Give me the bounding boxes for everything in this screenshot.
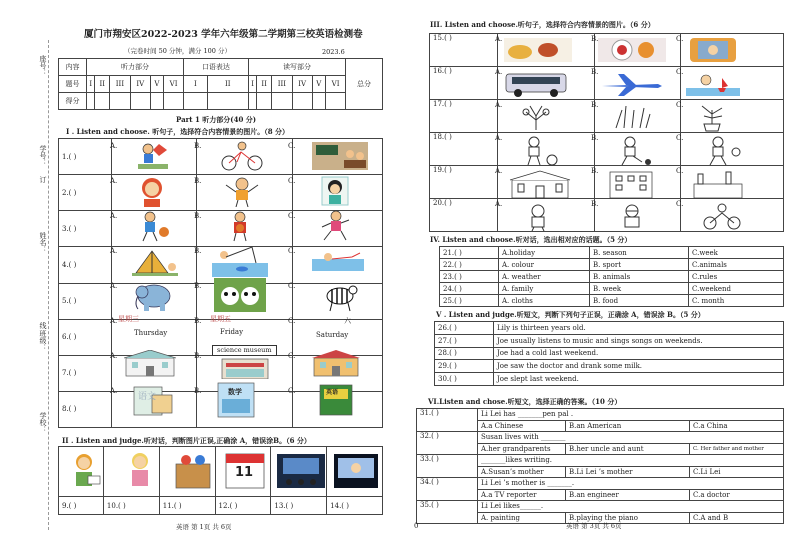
question-number[interactable]: 8.( ) [59, 391, 112, 427]
section3-heading: III. Listen and choose.听句子，选择符合内容情景的图片。（6 分） [430, 20, 655, 29]
option-b: B. [591, 68, 599, 76]
option-c: C. [288, 387, 296, 395]
question-number[interactable]: 3.( ) [59, 211, 112, 247]
kid-bubble-icon [520, 203, 564, 231]
option-c-text: C.A and B [690, 512, 784, 524]
score-table-total-label: 总分 [346, 59, 383, 110]
running-girl-icon [316, 210, 352, 242]
plant-pot-icon [692, 102, 732, 132]
option-c: C. [288, 317, 296, 325]
option-a-text: A.Susan’s mother [478, 466, 566, 478]
question-number[interactable]: 9.( ) [59, 497, 104, 515]
question-number[interactable]: 4.( ) [59, 247, 112, 283]
question-number[interactable]: 24.( ) [440, 283, 499, 295]
school-building-icon [312, 348, 360, 378]
kid-glasses-icon [610, 203, 654, 231]
margin-ding-label: 订 [39, 176, 47, 183]
question-number[interactable]: 2.( ) [59, 175, 112, 211]
right-footer: 英语 第 3页 共 6页 [566, 522, 622, 530]
option-c: C. [288, 282, 296, 290]
option-b: B. [194, 387, 202, 395]
option-a-text: A. family [499, 283, 590, 295]
question-number[interactable]: 21.( ) [440, 247, 499, 259]
score-table-score-label: 得分 [59, 93, 87, 110]
option-a: A. [110, 247, 118, 255]
option-a-text: A.a TV reporter [478, 489, 566, 501]
factory-icon [690, 170, 746, 200]
score-cell[interactable] [312, 93, 326, 110]
zebra-icon [320, 280, 360, 312]
reading-item: V [312, 76, 326, 93]
option-a: A. [110, 212, 118, 220]
reading-item: VI [326, 76, 346, 93]
option-b-text: B.playing the piano [566, 512, 690, 524]
option-b-text: B.an American [566, 420, 690, 432]
option-a: A. [495, 167, 503, 175]
question-number[interactable]: 19.( ) [430, 166, 498, 199]
camping-tent-icon [132, 245, 178, 277]
score-cell[interactable] [95, 93, 110, 110]
question-number[interactable]: 30.( ) [435, 373, 494, 386]
option-b: B. [591, 167, 599, 175]
option-c: C. [676, 134, 684, 142]
classroom-scene-icon [310, 140, 370, 172]
question-number[interactable]: 1.( ) [59, 139, 112, 175]
option-b: B. [194, 142, 202, 150]
statement-text: Joe saw the doctor and drank some milk. [494, 360, 784, 373]
option-c-text: C.weekend [689, 283, 784, 295]
right-page [400, 0, 794, 550]
question-number[interactable]: 17.( ) [430, 100, 498, 133]
tv-show-icon [332, 452, 380, 490]
option-c: C. [676, 167, 684, 175]
question-number[interactable]: 33.( ) [417, 455, 478, 478]
margin-school-label: 学校： [39, 412, 47, 433]
option-c-text: C.Li Lei [690, 466, 784, 478]
option-b: B. [194, 212, 202, 220]
option-a-text: A.a Chinese [478, 420, 566, 432]
day-en-c: Saturday [316, 331, 349, 339]
grass-icon [612, 104, 652, 130]
question-number[interactable]: 31.( ) [417, 409, 478, 432]
kid-running-ball-icon [700, 136, 744, 166]
food-plate-icon [598, 36, 666, 64]
listening-item: V [150, 76, 164, 93]
option-c-text: C.rules [689, 271, 784, 283]
question-number[interactable]: 18.( ) [430, 133, 498, 166]
option-b-text: B.Li Lei ’s mother [566, 466, 690, 478]
listening-item: IV [130, 76, 150, 93]
kid-kicking-icon [610, 136, 654, 166]
statement-text: Lily is thirteen years old. [494, 322, 784, 335]
question-stem: Li Lei likes______. [478, 501, 784, 513]
section4-heading: IV. Listen and choose.听对话，选出相对应的话题。（5 分） [430, 235, 632, 244]
boy-with-kite-icon [134, 140, 174, 172]
option-a: A. [110, 177, 118, 185]
option-a: A. [495, 35, 503, 43]
exam-title: 厦门市翔安区2022-2023 学年六年级第二学期第三校英语检测卷 [84, 29, 363, 40]
part1-title: Part 1 听力部分(40 分) [176, 115, 257, 124]
score-table-item-label: 题号 [59, 76, 87, 93]
girl-reading-icon [66, 450, 106, 492]
option-a-text: A. weather [499, 271, 590, 283]
snacks-icon [504, 36, 572, 64]
question-number[interactable]: 15.( ) [430, 34, 498, 67]
option-a-text: A.her grandparents [478, 443, 566, 455]
hospital-building-icon [124, 350, 176, 378]
option-c: C. [676, 200, 684, 208]
section2-heading: II . Listen and judge.听对话，判断图片正误,正确涂 A，错误涂B。（6 分） [62, 436, 311, 445]
question-number[interactable]: 16.( ) [430, 67, 498, 100]
margin-name-label: 姓名： [39, 232, 47, 253]
day-cn-c: 六 [344, 317, 351, 325]
score-cell[interactable] [130, 93, 150, 110]
margin-seat-label: 座号： [39, 55, 47, 76]
score-cell[interactable] [87, 93, 95, 110]
score-cell[interactable] [326, 93, 346, 110]
option-c-text: C. month [689, 295, 784, 307]
question-stem: Susan lives with _______ [478, 432, 784, 444]
margin-student-no-label: 学号： [39, 145, 47, 166]
statement-text: Joe slept last weekend. [494, 373, 784, 386]
option-c: C. [288, 177, 296, 185]
option-c: C. [288, 247, 296, 255]
question-number[interactable]: 10.( ) [103, 497, 159, 515]
option-b-text: B. week [590, 283, 689, 295]
day-cn-a: 星期三 [118, 315, 139, 323]
child-waving-icon [222, 175, 262, 207]
question-number[interactable]: 14.( ) [327, 497, 383, 515]
movie-screen-icon [275, 452, 327, 490]
reading-item: III [271, 76, 292, 93]
score-table-content-label: 内容 [59, 59, 87, 76]
option-b: B. [194, 177, 202, 185]
option-b-text: B.her uncle and aunt [566, 443, 690, 455]
listening-item: III [110, 76, 131, 93]
office-building-icon [606, 168, 656, 200]
question-number[interactable]: 32.( ) [417, 432, 478, 455]
option-b-text: B. animals [590, 271, 689, 283]
option-a: A. [110, 317, 118, 325]
score-cell[interactable] [150, 93, 164, 110]
kid-cycling-icon [700, 203, 744, 231]
statement-text: Joe usually listens to music and sings songs on weekends. [494, 334, 784, 347]
score-cell[interactable] [110, 93, 131, 110]
child-with-boat-icon [686, 70, 740, 98]
option-b: B. [591, 35, 599, 43]
day-cn-b: 星期五 [210, 315, 231, 323]
question-number[interactable]: 11.( ) [159, 497, 215, 515]
listening-item: VI [164, 76, 184, 93]
option-b: B. [194, 247, 202, 255]
library-building-icon [508, 170, 572, 200]
question-stem: Li Lei ’s mother is _______. [478, 478, 784, 490]
option-c: C. [288, 352, 296, 360]
airplane-icon [598, 70, 664, 98]
science-museum-icon [220, 355, 270, 379]
question-number[interactable]: 22.( ) [440, 259, 499, 271]
option-b: B. [194, 317, 202, 325]
option-b: B. [194, 352, 202, 360]
statement-text: Joe had a cold last weekend. [494, 347, 784, 360]
oral-item: I [183, 76, 207, 93]
option-b: B. [591, 200, 599, 208]
binding-line [48, 40, 49, 530]
question-number[interactable]: 23.( ) [440, 271, 499, 283]
math-book-label: 数学 [228, 387, 242, 396]
oral-item: II [207, 76, 248, 93]
question-number[interactable]: 27.( ) [435, 334, 494, 347]
score-table [58, 58, 383, 110]
option-c: C. [676, 101, 684, 109]
question-number[interactable]: 25.( ) [440, 295, 499, 307]
score-cell[interactable] [271, 93, 292, 110]
option-b: B. [591, 134, 599, 142]
option-a: A. [110, 282, 118, 290]
question-number[interactable]: 20.( ) [430, 199, 498, 232]
exam-subtitle: （完卷时间 50 分钟，满分 100 分） [124, 47, 231, 55]
question-number[interactable]: 7.( ) [59, 355, 112, 391]
kid-with-ball-icon [518, 136, 562, 166]
margin-xian-label: 线 [39, 322, 47, 329]
question-stem: _______likes writing. [478, 455, 784, 467]
question-number[interactable]: 6.( ) [59, 319, 112, 355]
pandas-icon [214, 278, 266, 312]
reading-item: I [248, 76, 256, 93]
option-b-text: B. sport [590, 259, 689, 271]
option-b: B. [591, 101, 599, 109]
score-cell[interactable] [248, 93, 256, 110]
margin-class-label: 班级： [39, 330, 47, 351]
girl-black-hair-icon [320, 175, 350, 207]
section4-table [439, 246, 784, 307]
option-c-text: C.a doctor [690, 489, 784, 501]
elephant-icon [132, 280, 174, 312]
girl-with-bag-icon [122, 450, 160, 492]
option-a: A. [110, 387, 118, 395]
section6-table [416, 408, 784, 524]
score-table-oral-label: 口语表达 [183, 59, 248, 76]
option-c-text: C. Her father and mother [690, 443, 784, 455]
score-cell[interactable] [207, 93, 248, 110]
reading-item: IV [292, 76, 312, 93]
question-number[interactable]: 5.( ) [59, 283, 112, 319]
section1-heading: I . Listen and choose. 听句子，选择符合内容情景的图片。（8 分） [66, 127, 290, 136]
exam-date: 2023.6 [322, 48, 345, 56]
option-a: A. [495, 101, 503, 109]
boy-holding-ball-icon [222, 210, 258, 242]
score-cell[interactable] [292, 93, 312, 110]
bus-icon [504, 70, 570, 98]
left-footer: 英语 第 1页 共 6页 [176, 523, 232, 531]
score-table-reading-label: 读写部分 [248, 59, 345, 76]
option-a: A. [495, 68, 503, 76]
chinese-book-label: 语文 [138, 392, 157, 402]
option-b-text: B.an engineer [566, 489, 690, 501]
section5-heading: V . Listen and judge.听短文，判断下列句子正误，正确涂 A，错误涂 B。（5 分） [436, 310, 705, 319]
option-c: C. [288, 212, 296, 220]
girl-red-hair-icon [134, 175, 170, 207]
score-cell[interactable] [164, 93, 184, 110]
section6-heading: VI.Listen and chose.听短文，选择正确的答案。（10 分） [428, 397, 622, 406]
option-a-text: A. painting [478, 512, 566, 524]
question-number[interactable]: 12.( ) [215, 497, 271, 515]
score-table-listening-label: 听力部分 [87, 59, 184, 76]
option-b: B. [194, 282, 202, 290]
question-number[interactable]: 29.( ) [435, 360, 494, 373]
question-number[interactable]: 35.( ) [417, 501, 478, 524]
option-c-text: C.animals [689, 259, 784, 271]
toy-box-icon [172, 450, 218, 492]
right-corner-number: 0 [414, 522, 419, 530]
option-c: C. [288, 142, 296, 150]
question-number[interactable]: 13.( ) [271, 497, 327, 515]
question-stem: Li Lei has _______pen pal . [478, 409, 784, 421]
option-c: C. [676, 68, 684, 76]
question-number[interactable]: 34.( ) [417, 478, 478, 501]
option-a: A. [495, 134, 503, 142]
option-b-text: B. season [590, 247, 689, 259]
score-cell[interactable] [183, 93, 207, 110]
option-c: C. [676, 35, 684, 43]
fishing-scene-icon [212, 245, 268, 277]
option-c-text: C.a China [690, 420, 784, 432]
swimming-icon [312, 245, 364, 277]
day-en-b: Friday [220, 328, 244, 336]
calendar-number: 11 [235, 465, 254, 480]
basketball-player-icon [134, 210, 174, 242]
option-a-text: A. colour [499, 259, 590, 271]
question-number[interactable]: 28.( ) [435, 347, 494, 360]
english-book-label: 英语 [326, 389, 339, 396]
day-en-a: Thursday [134, 329, 168, 337]
boy-on-bicycle-icon [219, 140, 265, 172]
option-c-text: C.week [689, 247, 784, 259]
phone-selfie-icon [686, 36, 740, 64]
flower-bush-icon [516, 102, 556, 132]
reading-item: II [257, 76, 272, 93]
option-a: A. [110, 352, 118, 360]
score-cell[interactable] [257, 93, 272, 110]
science-museum-label: science museum [212, 345, 277, 356]
section5-table [434, 321, 784, 386]
option-a-text: A.holiday [499, 247, 590, 259]
question-number[interactable]: 26.( ) [435, 322, 494, 335]
option-a: A. [110, 142, 118, 150]
listening-item: I [87, 76, 95, 93]
option-a-text: A. cloths [499, 295, 590, 307]
option-a: A. [495, 200, 503, 208]
listening-item: II [95, 76, 110, 93]
option-b-text: B. food [590, 295, 689, 307]
